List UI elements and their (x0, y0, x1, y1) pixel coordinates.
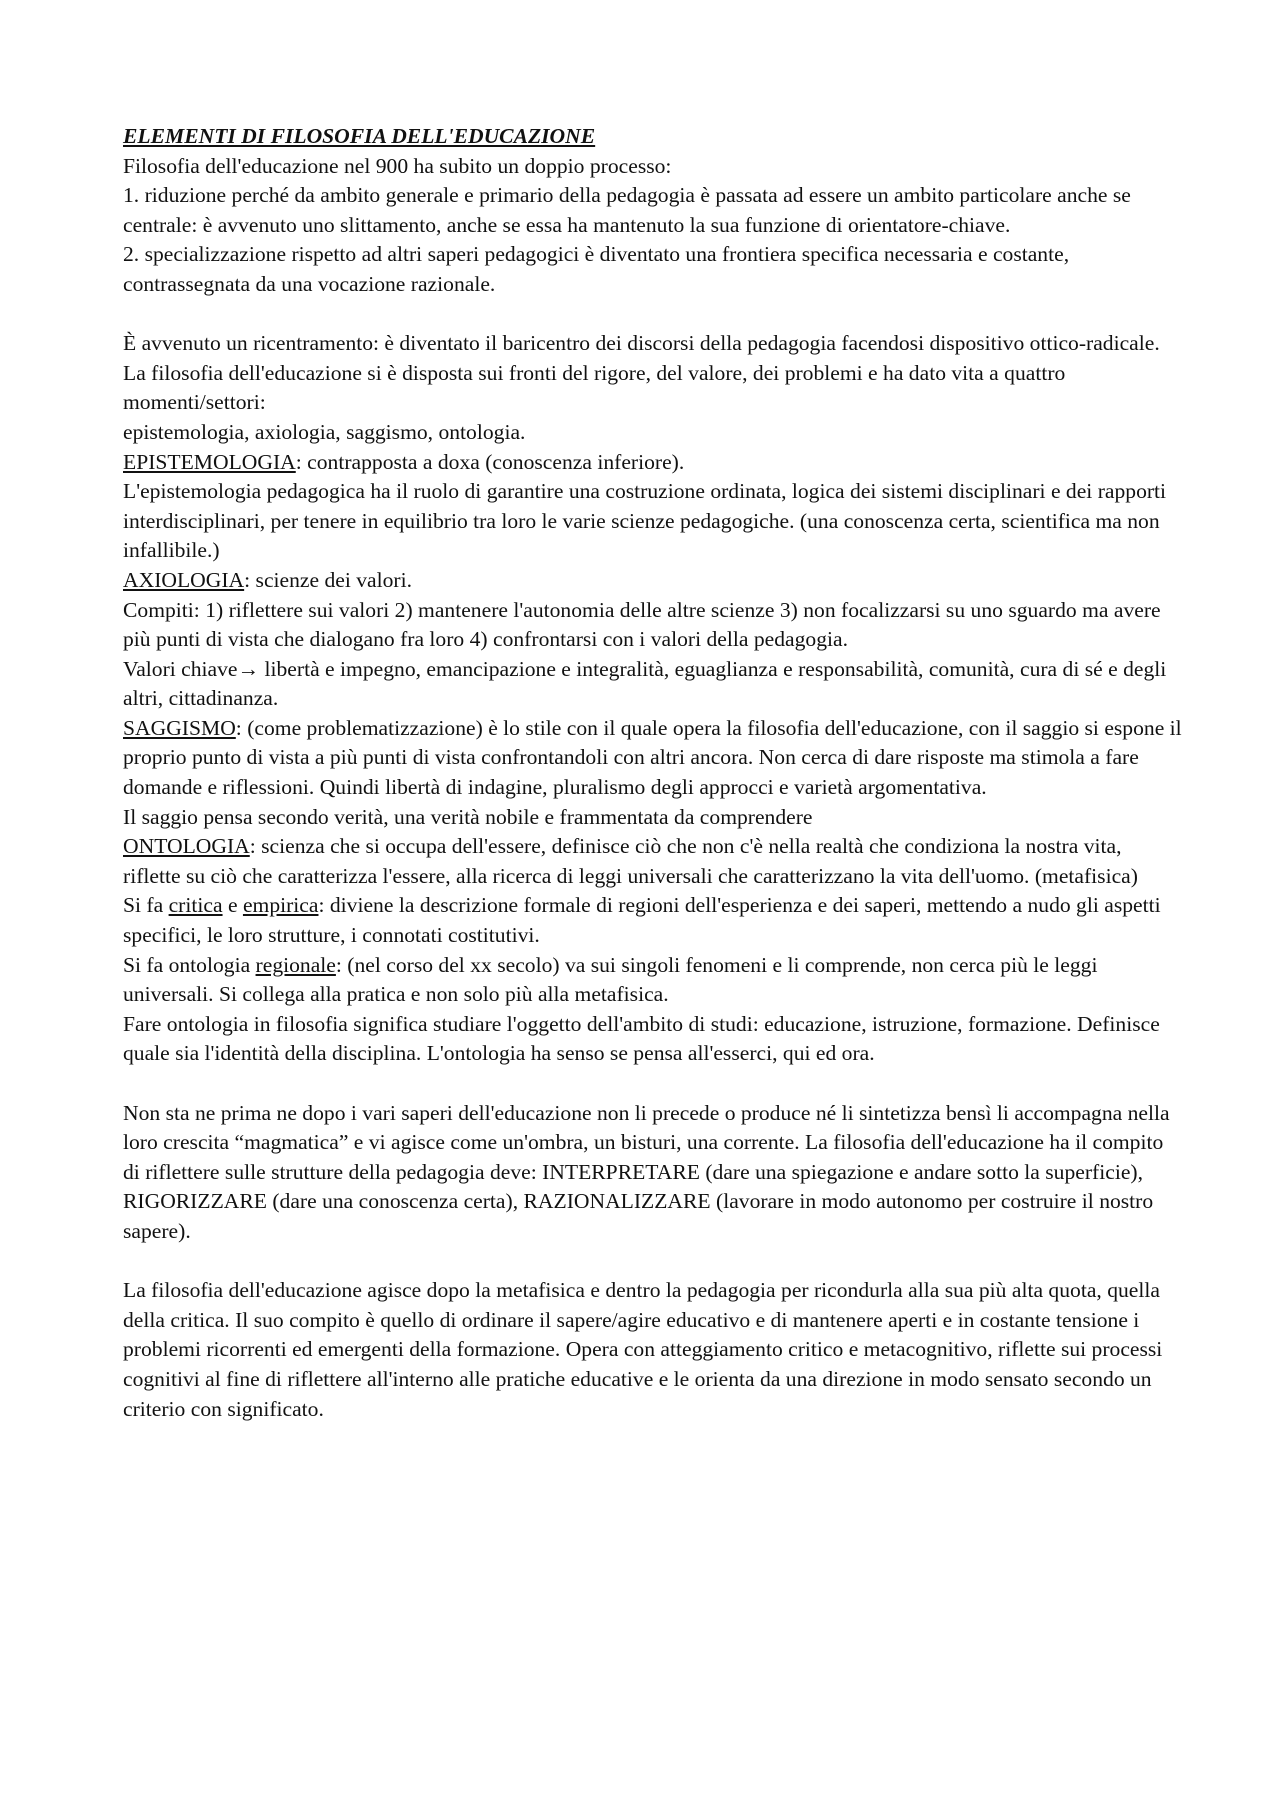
epistemologia-def-text: : contrapposta a doxa (conoscenza inferiore). (295, 449, 685, 474)
epistemologia-text: L'epistemologia pedagogica ha il ruolo di garantire una costruzione ordinata, logica dei sistemi disciplinari e dei rapporti interdisciplinari, per tenere in equilibrio tra loro le varie scienze pedagogiche. (una conoscenza certa, scientifica ma non infallibile.) (123, 479, 1167, 563)
saggismo-def-text: : (come problematizzazione) è lo stile con il quale opera la filosofia dell'educazione, con il saggio si espone il proprio punto di vista a più punti di vista confrontandoli con altri ancora. Non cerca di dare risposte ma stimola a fare domande e riflessioni. Quindi libertà di indagine, pluralismo degli approcci e varietà argomentativa. (123, 715, 1182, 800)
accompaniment-paragraph: Non sta ne prima ne dopo i vari saperi dell'educazione non li precede o produce né li sintetizza bensì li accompagna nella loro crescita “magmatica” e vi agisce come un'ombra, un bisturi, una corrente. La filosofia dell'educazione ha il compito di riflettere sulle strutture della pedagogia deve: INTERPRETARE (dare una spiegazione e andare sotto la superficie), RIGORIZZARE (dare una conoscenza certa), RAZIONALIZZARE (lavorare in modo autonomo per costruire il nostro sapere). (123, 1100, 1170, 1243)
ontologia-def-text: : scienza che si occupa dell'essere, definisce ciò che non c'è nella realtà che condiziona la nostra vita, riflette su ciò che caratterizza l'essere, alla ricerca di leggi universali che caratterizzano la vita dell'uomo. (metafisica) (123, 834, 1138, 888)
paragraph-gap (123, 300, 1183, 330)
critica-prefix: Si fa (123, 893, 169, 918)
regionale-word: regionale (255, 952, 336, 977)
regionale-prefix: Si fa ontologia (123, 952, 256, 977)
critica-rest: : diviene la descrizione formale di regioni dell'esperienza e dei saperi, mettendo a nudo gli aspetti specifici, le loro strutture, i connotati costitutivi. (123, 893, 1161, 948)
axiologia-def-text: : scienze dei valori. (244, 567, 413, 592)
critica-and: e (222, 893, 243, 918)
empirica-word: empirica (242, 893, 319, 918)
ontologia-critica-paragraph (123, 891, 1183, 950)
paragraph-gap (123, 1069, 1183, 1099)
ontologia-definition (123, 832, 1183, 891)
saggismo-text: Il saggio pensa secondo verità, una verità nobile e frammentata da comprendere (123, 804, 813, 829)
intro-paragraph: Filosofia dell'educazione nel 900 ha subito un doppio processo: (123, 153, 672, 178)
regionale-rest: : (nel corso del xx secolo) va sui singoli fenomeni e li comprende, non cerca più le leggi universali. Si collega alla pratica e non solo più alla metafisica. (123, 952, 1098, 1007)
point-specialization: 2. specializzazione rispetto ad altri saperi pedagogici è diventato una frontiera specifica necessaria e costante, contrassegnata da una vocazione razionale. (123, 242, 1070, 296)
point-reduction: 1. riduzione perché da ambito generale e primario della pedagogia è passata ad essere un ambito particolare anche se centrale: è avvenuto uno slittamento, anche se essa ha mantenuto la sua funzione di orientatore-chiave. (123, 183, 1131, 237)
final-paragraph: La filosofia dell'educazione agisce dopo la metafisica e dentro la pedagogia per ricondurla alla sua più alta quota, quella della critica. Il suo compito è quello di ordinare il sapere/agire educativo e di mantenere aperti e in costante tensione i problemi ricorrenti ed emergenti della formazione. Opera con atteggiamento critico e metacognitivo, riflette sui processi cognitivi al fine di riflettere all'interno alle pratiche educative e le orienta da una direzione in modo sensato secondo un criterio con significato. (123, 1278, 1163, 1421)
saggismo-heading: SAGGISMO (123, 715, 236, 740)
epistemologia-definition (123, 448, 1183, 478)
paragraph-gap (123, 1247, 1183, 1277)
ontologia-regionale-paragraph (123, 951, 1183, 1010)
axiologia-definition (123, 566, 1183, 596)
axiologia-values: Valori chiave→ libertà e impegno, emancipazione e integralità, eguaglianza e responsabilità, comunità, cura di sé e degli altri, cittadinanza. (123, 656, 1167, 711)
document-title: ELEMENTI DI FILOSOFIA DELL'EDUCAZIONE (123, 124, 596, 148)
ontologia-heading: ONTOLOGIA (123, 834, 250, 859)
recentering-paragraph: È avvenuto un ricentramento: è diventato il baricentro dei discorsi della pedagogia facendosi dispositivo ottico-radicale. La filosofia dell'educazione si è disposta sui fronti del rigore, del valore, dei problemi e ha dato vita a quattro momenti/settori: (123, 331, 1160, 415)
critica-word: critica (168, 893, 223, 918)
ontologia-text: Fare ontologia in filosofia significa studiare l'oggetto dell'ambito di studi: educazione, istruzione, formazione. Definisce quale sia l'identità della disciplina. L'ontologia ha senso se pensa all'esserci, qui ed ora. (123, 1011, 1160, 1066)
axiologia-heading: AXIOLOGIA (123, 567, 245, 592)
document-page (123, 122, 1183, 1424)
epistemologia-heading: EPISTEMOLOGIA (123, 449, 296, 474)
sectors-list: epistemologia, axiologia, saggismo, ontologia. (123, 419, 526, 444)
axiologia-tasks: Compiti: 1) riflettere sui valori 2) mantenere l'autonomia delle altre scienze 3) non focalizzarsi su uno sguardo ma avere più punti di vista che dialogano fra loro 4) confrontarsi con i valori della pedagogia. (123, 597, 1161, 652)
saggismo-definition (123, 714, 1183, 803)
